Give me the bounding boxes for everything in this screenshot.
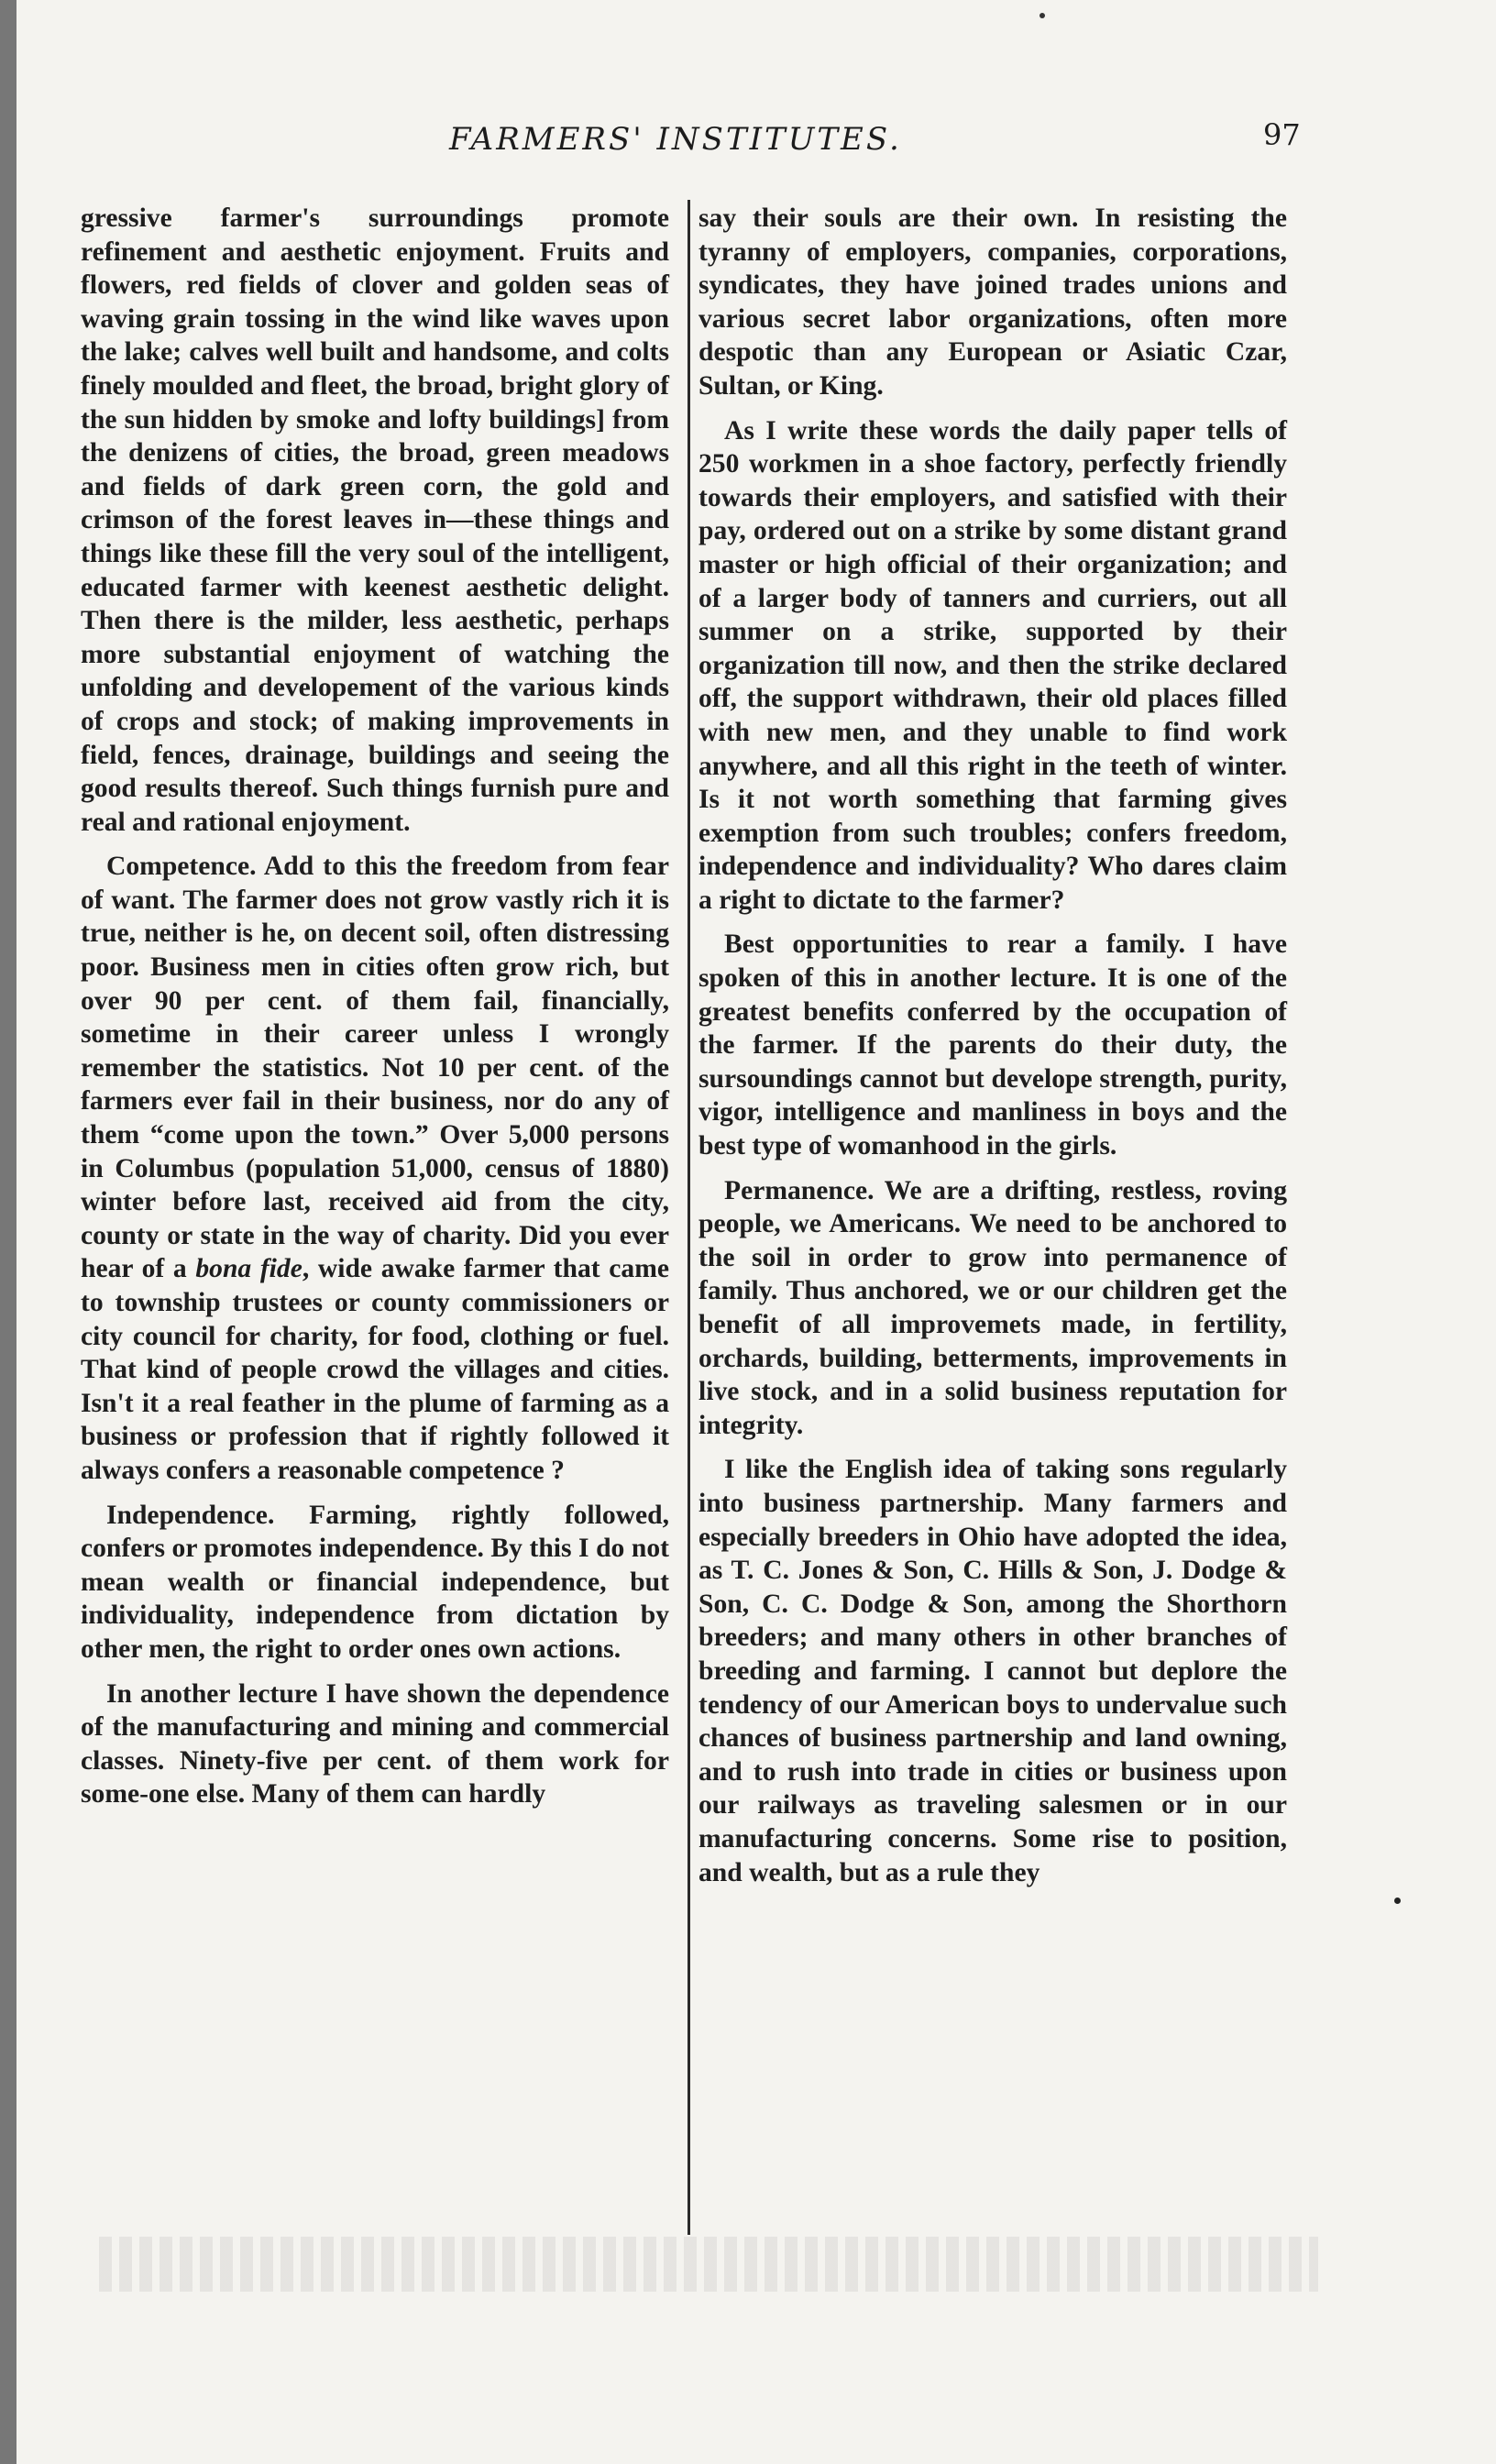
scan-speck [1040, 13, 1045, 18]
scan-left-margin [0, 0, 16, 2464]
left-column [81, 202, 669, 1822]
paragraph-partnership: I like the English idea of taking sons regularly into business partnership. Many farmers and especially breeders in Ohio have adopted the idea, as T. C. Jones & Son, C. Hills & Son, J. Dodge & Son, C. C. Dodge & Son, among the Shorthorn breeders; and many others in other branches of breeding and farming. I cannot but deplore the tendency of our American boys to undervalue such chances of business partnership and land owning, and to rush into trade in cities or business upon our railways as traveling salesmen or in our manufacturing concerns. Some rise to position, and wealth, but as a rule they [698, 1455, 1287, 1887]
scan-speck-right [1394, 1898, 1401, 1904]
competence-text-end: , wide awake farmer that came to township trustees or county commissioners or city council for charity, for food, clothing or fuel. That kind of people crowd the villages and cities. Isn't it a real feather in the plume of farming as a business or profession that if rightly followed it always confers a reasonable competence ? [81, 1254, 669, 1485]
page-number: 97 [1263, 117, 1301, 152]
paragraph-strike: As I write these words the daily paper tells of 250 workmen in a shoe factory, perfectly friendly towards their employers, and satisfied with their pay, ordered out on a strike by some distant grand master or high official of their organization; and of a larger body of tanners and curriers, out all summer on a strike, supported by their organization till now, and then the strike declared off, the support withdrawn, their old places filled with new men, and they unable to find work anywhere, and all this right in the teeth of winter. Is it not worth something that farming gives exemption from such troubles; confers freedom, independence and individuality? Who dares claim a right to dictate to the farmer? [698, 415, 1287, 915]
paragraph-souls: say their souls are their own. In resisting the tyranny of employers, companies, corporations, syndicates, they have joined trades unions and various secret labor organizations, often more despotic than any European or Asiatic Czar, Sultan, or King. [698, 204, 1287, 401]
paragraph-permanence: Permanence. We are a drifting, restless, roving people, we Americans. We need to be anchored to the soil in order to grow into permanence of family. Thus anchored, we or our children get the benefit of all improvemets made, in fertility, orchards, building, betterments, improvements in live stock, and in a solid business reputation for integrity. [698, 1175, 1287, 1440]
paragraph-independence: Independence. Farming, rightly followed, confers or promotes independence. By this I do not mean wealth or financial independence, but individuality, independence from dictation by other men, the right to order ones own actions. [81, 1500, 669, 1664]
paragraph-dependence: In another lecture I have shown the dependence of the manufacturing and mining and commercial classes. Ninety-five per cent. of them work for some-one else. Many of them can hardly [81, 1678, 669, 1810]
paragraph-aesthetic: gressive farmer's surroundings promote refinement and aesthetic enjoyment. Fruits and flowers, red fields of clover and golden seas of waving grain tossing in the wind like waves upon the lake; calves well built and handsome, and colts finely moulded and fleet, the broad, bright glory of the sun hidden by smoke and lofty buildings] from the denizens of cities, the broad, green meadows and fields of dark green corn, the gold and crimson of the forest leaves in—these things and things like these fill the very soul of the intelligent, educated farmer with keenest aesthetic delight. Then there is the milder, less aesthetic, perhaps more substantial enjoyment of watching the unfolding and developement of the various kinds of crops and stock; of making improvements in field, fences, drainage, buildings and seeing the good results thereof. Such things furnish pure and real and rational enjoyment. [81, 204, 669, 837]
paragraph-competence [81, 850, 669, 1487]
paragraph-family: Best opportunities to rear a family. I have spoken of this in another lecture. It is one of the greatest benefits conferred by the occupation of the farmer. If the parents do their duty, the sursoundings cannot but develope strength, purity, vigor, intelligence and manliness in boys and the best type of womanhood in the girls. [698, 930, 1287, 1161]
bona-fide-italic: bona fide [195, 1254, 302, 1284]
running-head: FARMERS' INSTITUTES. [449, 121, 902, 158]
competence-text: Competence. Add to this the freedom from fear of want. The farmer does not grow vastly rich it is true, neither is he, on decent soil, often distressing poor. Business men in cities often grow rich, but over 90 per cent. of them fail, financially, sometime in their career unless I wrongly remember the statistics. Not 10 per cent. of the farmers ever fail in their business, nor do any of them “come upon the town.” Over 5,000 persons in Columbus (population 51,000, census of 1880) winter before last, received aid from the city, county or state in the way of charity. Did you ever hear of a [81, 852, 669, 1284]
right-column [698, 202, 1287, 1900]
show-through-text [99, 2237, 1318, 2292]
column-divider [688, 200, 690, 2235]
